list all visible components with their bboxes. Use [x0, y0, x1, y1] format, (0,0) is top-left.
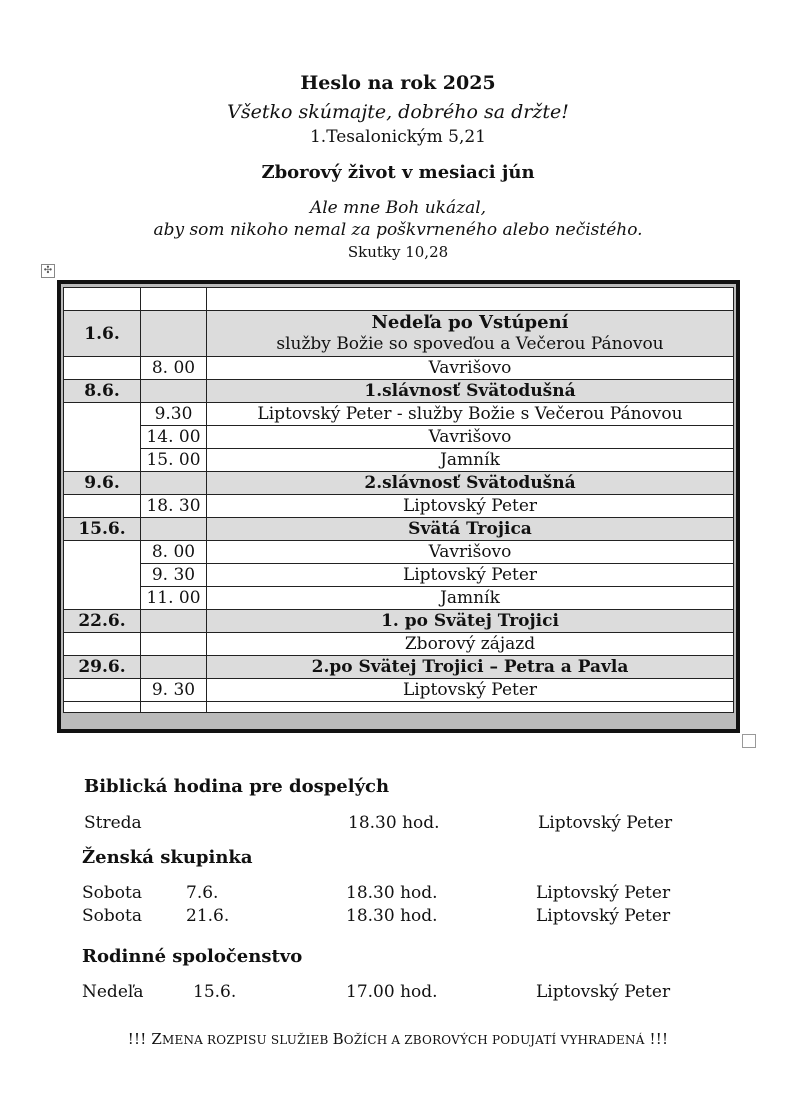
event-cell: Liptovský Peter [207, 564, 734, 587]
table-row [64, 518, 734, 541]
month-title: Zborový život v mesiaci jún [261, 162, 535, 183]
table-row [64, 656, 734, 679]
table-row [64, 679, 734, 702]
event-cell: Liptovský Peter [207, 679, 734, 702]
event-cell: Zborový zájazd [207, 633, 734, 656]
event-cell: 1.slávnosť Svätodušná [207, 380, 734, 403]
schedule-table [63, 287, 734, 713]
table-row [64, 541, 734, 564]
table-row [64, 380, 734, 403]
time-cell: 14. 00 [141, 426, 207, 449]
date-cell [64, 288, 141, 311]
event-cell: Vavrišovo [207, 541, 734, 564]
date-cell: 9.6. [64, 472, 141, 495]
table-row [64, 426, 734, 449]
time-cell: 9. 30 [141, 564, 207, 587]
event-cell [207, 311, 734, 357]
time-cell [141, 656, 207, 679]
table-row [64, 610, 734, 633]
event-cell: 1. po Svätej Trojici [207, 610, 734, 633]
event-cell: Liptovský Peter [207, 495, 734, 518]
event-cell [207, 702, 734, 713]
date-cell: 1.6. [64, 311, 141, 357]
verse-line-1: Ale mne Boh ukázal, [309, 198, 487, 218]
table-row [64, 311, 734, 357]
time-cell: 9.30 [141, 403, 207, 426]
time-cell: 11. 00 [141, 587, 207, 610]
footer-notice [0, 1030, 796, 1048]
motto-reference: 1.Tesalonickým 5,21 [309, 127, 487, 147]
date-cell: 22.6. [64, 610, 141, 633]
women-group-day: Sobota [82, 883, 142, 903]
time-cell [141, 702, 207, 713]
table-row [64, 587, 734, 610]
date-cell [64, 495, 141, 518]
date-cell [64, 633, 141, 656]
time-cell [141, 610, 207, 633]
date-cell: 8.6. [64, 380, 141, 403]
women-group-place: Liptovský Peter [536, 883, 671, 903]
date-cell [64, 403, 141, 472]
table-row [64, 449, 734, 472]
table-row [64, 472, 734, 495]
time-cell [141, 518, 207, 541]
family-time: 17.00 hod. [346, 982, 438, 1002]
event-title: Nedeľa po Vstúpení [371, 312, 569, 333]
bible-study-heading: Biblická hodina pre dospelých [84, 776, 390, 797]
event-cell: Vavrišovo [207, 357, 734, 380]
table-row [64, 495, 734, 518]
event-cell: 2.po Svätej Trojici – Petra a Pavla [207, 656, 734, 679]
women-group-time: 18.30 hod. [346, 883, 438, 903]
date-cell [64, 357, 141, 380]
table-row [64, 564, 734, 587]
event-cell [207, 288, 734, 311]
event-cell: Vavrišovo [207, 426, 734, 449]
table-row [64, 357, 734, 380]
time-cell: 9. 30 [141, 679, 207, 702]
family-date: 15.6. [193, 982, 237, 1002]
verse-line-2: aby som nikoho nemal za poškvrneného alebo nečistého. [153, 220, 643, 240]
time-cell [141, 380, 207, 403]
event-cell: 2.slávnosť Svätodušná [207, 472, 734, 495]
women-group-heading: Ženská skupinka [82, 847, 253, 868]
table-resize-handle[interactable] [742, 734, 756, 748]
footer-suffix: !!! [644, 1030, 669, 1048]
time-cell: 15. 00 [141, 449, 207, 472]
page-title: Heslo na rok 2025 [300, 72, 496, 94]
date-cell [64, 702, 141, 713]
table-row [64, 403, 734, 426]
time-cell [141, 288, 207, 311]
event-cell: Liptovský Peter - služby Božie s Večerou Pánovou [207, 403, 734, 426]
verse-reference: Skutky 10,28 [347, 243, 449, 261]
event-cell: Jamník [207, 587, 734, 610]
event-cell: Svätá Trojica [207, 518, 734, 541]
time-cell: 8. 00 [141, 541, 207, 564]
yearly-motto: Všetko skúmajte, dobrého sa držte! [227, 101, 569, 123]
bible-study-place: Liptovský Peter [538, 813, 673, 833]
women-group-date: 7.6. [186, 883, 219, 903]
footer-text-2: OŽÍCH A ZBOROVÝCH PODUJATÍ VYHRADENÁ [343, 1033, 645, 1047]
date-cell [64, 679, 141, 702]
bible-study-time: 18.30 hod. [348, 813, 440, 833]
bible-study-day: Streda [84, 813, 142, 833]
event-subtitle: služby Božie so spoveďou a Večerou Pánovou [276, 334, 664, 354]
women-group-date: 21.6. [186, 906, 230, 926]
family-heading: Rodinné spoločenstvo [82, 946, 303, 967]
time-cell [141, 633, 207, 656]
date-cell [64, 541, 141, 610]
table-move-handle-icon[interactable]: ✣ [41, 264, 55, 278]
footer-cap: B [332, 1030, 344, 1048]
table-row [64, 633, 734, 656]
time-cell: 8. 00 [141, 357, 207, 380]
table-row [64, 288, 734, 311]
footer-prefix: !!! Z [127, 1030, 163, 1048]
family-day: Nedeľa [82, 982, 144, 1002]
footer-text-1: MENA ROZPISU SLUŽIEB [162, 1033, 333, 1047]
time-cell [141, 472, 207, 495]
family-place: Liptovský Peter [536, 982, 671, 1002]
women-group-time: 18.30 hod. [346, 906, 438, 926]
date-cell: 29.6. [64, 656, 141, 679]
time-cell: 18. 30 [141, 495, 207, 518]
table-row [64, 702, 734, 713]
event-cell: Jamník [207, 449, 734, 472]
women-group-place: Liptovský Peter [536, 906, 671, 926]
time-cell [141, 311, 207, 357]
women-group-day: Sobota [82, 906, 142, 926]
date-cell: 15.6. [64, 518, 141, 541]
